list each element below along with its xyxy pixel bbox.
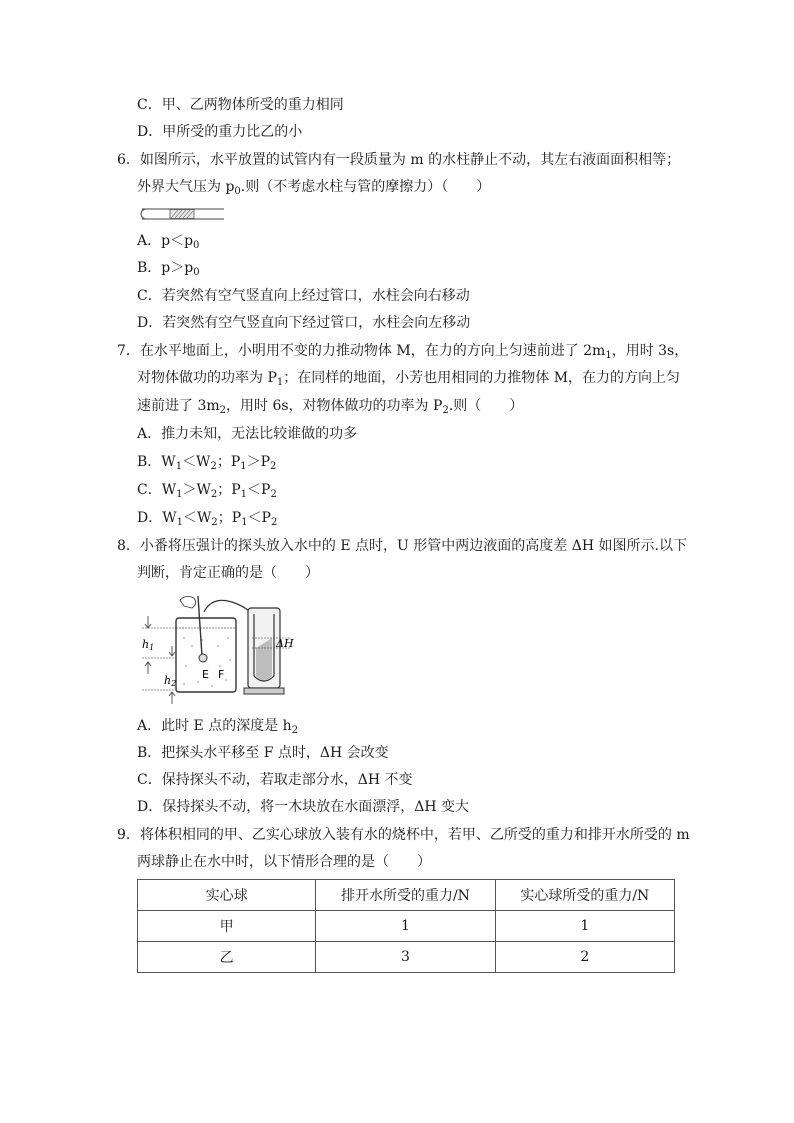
- q7-stem-line1: 7．在水平地面上，小明用不变的力推动物体 M，在力的方向上匀速前进了 $2m_1$，用时 3s，: [117, 343, 689, 361]
- table-row: [138, 942, 675, 973]
- q9-stem-line2: 两球静止在水中时，以下情形合理的是（ ）: [137, 854, 431, 870]
- table-header-cell: 实心球所受的重力/N: [495, 880, 674, 911]
- hand-icon: [180, 596, 196, 608]
- table-cell: 2: [495, 942, 674, 973]
- q6-option-a: A．$p<p_0$: [137, 233, 200, 251]
- q7-option-d: D．$W_1<W_2$；$P_1<P_2$: [137, 510, 278, 528]
- q6-stem-line1: 6．如图所示，水平放置的试管内有一段质量为 m 的水柱静止不动，其左右液面面积相等；: [117, 152, 681, 168]
- table-cell: 乙: [138, 942, 316, 973]
- test-tube-figure: [140, 204, 226, 224]
- q5-option-d: D．甲所受的重力比乙的小: [137, 124, 303, 140]
- q8-stem-line1: 8．小番将压强计的探头放入水中的 E 点时，U 形管中两边液面的高度差 ΔH 如图所示.以下: [117, 538, 687, 554]
- q8-option-d: D．保持探头不动，将一木块放在水面漂浮，ΔH 变大: [137, 799, 469, 815]
- q8-option-a: A．此时 E 点的深度是 $h_2$: [137, 718, 299, 736]
- q7-stem-line3: 速前进了 $3m_2$，用时 6s，对物体做功的功率为 $P_2$.则（ ）: [137, 398, 524, 416]
- q6-option-c: C．若突然有空气竖直向上经过管口，水柱会向右移动: [137, 288, 470, 304]
- q7-option-b: B．$W_1<W_2$；$P_1>P_2$: [137, 454, 277, 472]
- point-e-label: E: [202, 668, 209, 681]
- delta-h-label: ΔH: [276, 637, 294, 650]
- q6-option-b: B．$p>p_0$: [137, 260, 200, 278]
- q5-option-c: C．甲、乙两物体所受的重力相同: [137, 97, 344, 113]
- q8-stem-line2: 判断，肯定正确的是（ ）: [137, 565, 319, 581]
- probe: [199, 654, 207, 662]
- table-row: [138, 911, 675, 942]
- table-cell: 3: [316, 942, 495, 973]
- q9-stem-line1: 9．将体积相同的甲、乙实心球放入装有水的烧杯中，若甲、乙所受的重力和排开水所受的 m: [117, 827, 690, 843]
- table-cell: 1: [316, 911, 495, 942]
- h2-label: h2: [164, 674, 177, 688]
- point-f-label: F: [218, 668, 225, 681]
- table-header-row: [138, 880, 675, 911]
- q6-option-d: D．若突然有空气竖直向下经过管口，水柱会向左移动: [137, 315, 471, 331]
- q7-stem-line2: 对物体做功的功率为 $P_1$；在同样的地面，小芳也用相同的力推物体 M，在力的方向上匀: [137, 370, 681, 388]
- q8-option-c: C．保持探头不动，若取走部分水，ΔH 不变: [137, 772, 413, 788]
- table-cell: 1: [495, 911, 674, 942]
- q7-option-a: A．推力未知，无法比较谁做的功多: [137, 426, 358, 442]
- table-header-cell: 实心球: [138, 880, 316, 911]
- table-cell: 甲: [138, 911, 316, 942]
- h1-label: h1: [142, 638, 155, 652]
- q8-option-b: B．把探头水平移至 F 点时，ΔH 会改变: [137, 745, 389, 761]
- table-header-cell: 排开水所受的重力/N: [316, 880, 495, 911]
- q9-data-table: [137, 879, 675, 973]
- q6-stem-line2: 外界大气压为 $p_0$.则（不考虑水柱与管的摩擦力）（ ）: [137, 179, 491, 197]
- pressure-gauge-figure: [140, 594, 294, 706]
- q7-option-c: C．$W_1>W_2$；$P_1<P_2$: [137, 482, 277, 500]
